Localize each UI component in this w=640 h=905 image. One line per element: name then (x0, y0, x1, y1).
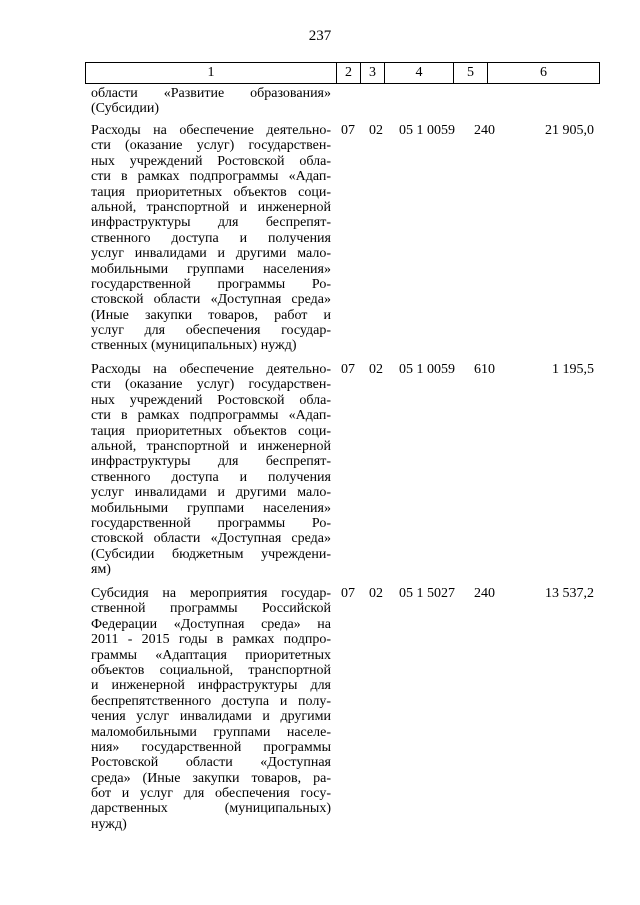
text-line: (Иные закупки товаров, работ и (91, 307, 331, 323)
row-1-col-6: 21 905,0 (545, 123, 594, 138)
text-line: альной, транспортной и инженерной (91, 438, 331, 454)
row-3-col-3: 02 (369, 586, 383, 601)
text-line: (Субсидии бюджетным учреждени- (91, 546, 331, 562)
table-row-3-description (91, 586, 331, 832)
text-line: ям) (91, 562, 111, 578)
text-line: сти в рамках подпрограммы «Адап- (91, 169, 331, 185)
text-line: дарственных (муниципальных) (91, 801, 331, 817)
text-line: (Субсидии) (91, 101, 160, 117)
row-1-col-5: 240 (474, 123, 495, 138)
text-line: Расходы на обеспечение деятельно- (91, 362, 331, 377)
continuation-text (91, 86, 331, 117)
text-line: услуг инвалидами и другими мало- (91, 485, 331, 501)
header-col-3: 3 (360, 62, 385, 84)
text-line: тация приоритетных объектов соци- (91, 184, 331, 200)
text-line: Субсидия на мероприятия государ- (91, 586, 331, 601)
row-2-col-4: 05 1 0059 (399, 362, 455, 377)
text-line: беспрепятственного доступа и полу- (91, 693, 331, 709)
text-line: ных учреждений Ростовской обла- (91, 392, 331, 408)
text-line: ния» государственной программы (91, 739, 331, 755)
text-line: инфраструктуры для беспрепят- (91, 215, 331, 231)
text-line: мобильными группами населения» (91, 500, 331, 516)
text-line: бот и услуг для обеспечения госу- (91, 786, 331, 802)
text-line: объектов социальной, транспортной (91, 662, 331, 678)
text-line: и инженерной инфраструктуры для (91, 678, 331, 694)
header-col-5: 5 (453, 62, 488, 84)
text-line: области «Развитие образования» (91, 86, 331, 101)
table-row-1-description (91, 123, 331, 354)
text-line: сти (оказание услуг) государствен- (91, 377, 331, 393)
row-2-col-5: 610 (474, 362, 495, 377)
text-line: услуг для обеспечения государ- (91, 323, 331, 339)
text-line: государственной программы Ро- (91, 515, 331, 531)
header-col-6: 6 (487, 62, 600, 84)
text-line: ственных (муниципальных) нужд) (91, 338, 297, 354)
text-line: нужд) (91, 816, 127, 832)
text-line: Ростовской области «Доступная (91, 755, 331, 771)
text-line: стовской области «Доступная среда» (91, 292, 331, 308)
row-3-col-2: 07 (341, 586, 355, 601)
row-1-col-4: 05 1 0059 (399, 123, 455, 138)
row-2-col-6: 1 195,5 (552, 362, 594, 377)
text-line: Расходы на обеспечение деятельно- (91, 123, 331, 138)
text-line: государственной программы Ро- (91, 276, 331, 292)
text-line: Федерации «Доступная среда» на (91, 616, 331, 632)
row-2-col-2: 07 (341, 362, 355, 377)
table-row-2-description (91, 362, 331, 577)
text-line: ных учреждений Ростовской обла- (91, 153, 331, 169)
row-1-col-3: 02 (369, 123, 383, 138)
text-line: ственного доступа и получения (91, 230, 331, 246)
text-line: сти (оказание услуг) государствен- (91, 138, 331, 154)
page-number: 237 (308, 28, 332, 44)
text-line: граммы «Адаптация приоритетных (91, 647, 331, 663)
text-line: стовской области «Доступная среда» (91, 531, 331, 547)
row-3-col-4: 05 1 5027 (399, 586, 455, 601)
header-col-2: 2 (336, 62, 361, 84)
text-line: сти в рамках подпрограммы «Адап- (91, 408, 331, 424)
row-3-col-5: 240 (474, 586, 495, 601)
table-header (85, 62, 600, 84)
text-line: среда» (Иные закупки товаров, ра- (91, 770, 331, 786)
row-3-col-6: 13 537,2 (545, 586, 594, 601)
text-line: чения услуг инвалидами и другими (91, 709, 331, 725)
text-line: мобильными группами населения» (91, 261, 331, 277)
text-line: услуг инвалидами и другими мало- (91, 246, 331, 262)
header-col-4: 4 (384, 62, 454, 84)
text-line: 2011 - 2015 годы в рамках подпро- (91, 632, 331, 648)
text-line: маломобильными группами населе- (91, 724, 331, 740)
text-line: ственного доступа и получения (91, 469, 331, 485)
row-1-col-2: 07 (341, 123, 355, 138)
text-line: инфраструктуры для беспрепят- (91, 454, 331, 470)
text-line: ственной программы Российской (91, 601, 331, 617)
header-col-1: 1 (85, 62, 337, 84)
text-line: альной, транспортной и инженерной (91, 199, 331, 215)
row-2-col-3: 02 (369, 362, 383, 377)
text-line: тация приоритетных объектов соци- (91, 423, 331, 439)
